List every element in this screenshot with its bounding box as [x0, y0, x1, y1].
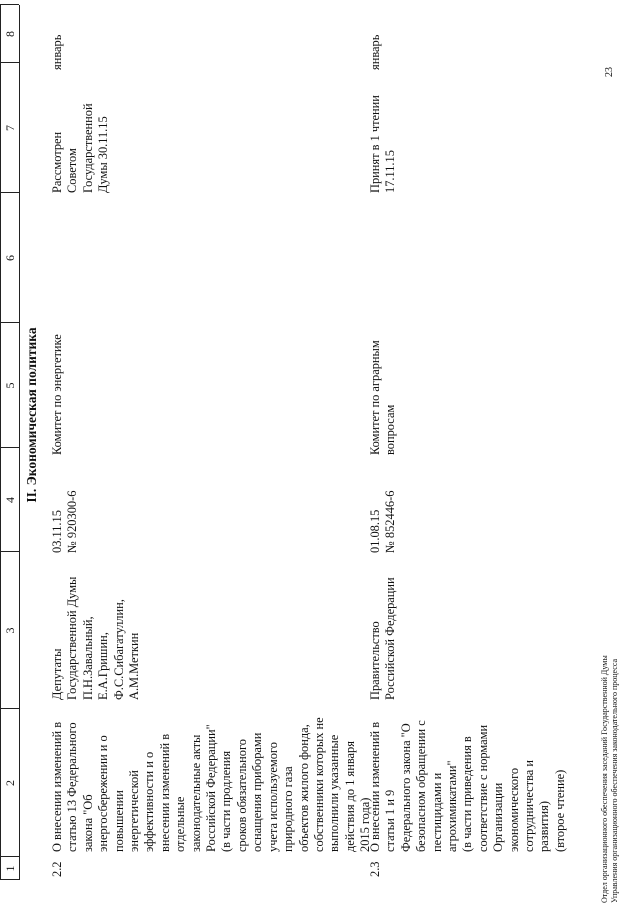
responsible-committee: Комитет по энергетике [50, 334, 64, 455]
bill-status: Принят в 1 чтении 17.11.15 [368, 95, 398, 193]
column-number: 6 [3, 255, 17, 261]
bill-title: О внесении изменений в статью 13 Федерального закона "Об энергосбережении и о повышении энергетической эффективности и о внесении изменений в отдельные законодательные акты Российской Федерации" (в части продления сроков обязательного оснащения приборами учета используемого природного газа объектов жилого фонда, собственники которых не выполнили указанные действия до 1 января 2015 года) [50, 717, 373, 852]
column-number: 5 [3, 382, 17, 389]
column-number: 8 [3, 31, 17, 37]
row-number: 2.2 [50, 861, 64, 877]
footer-line-1: Отдел организационного обеспечения заседаний Государственной Думы [600, 655, 609, 903]
column-number: 3 [3, 627, 17, 634]
footer-line-2: Управления организационного обеспечения законодательного процесса [610, 658, 619, 903]
bill-author: Правительство Российской Федерации [368, 577, 398, 700]
page-number: 23 [604, 67, 615, 77]
section-title: II. Экономическая политика [24, 327, 39, 503]
footer-department [600, 655, 620, 903]
bill-date-number: 03.11.15 № 920300-6 [50, 490, 80, 553]
bill-author: Депутаты Государственной Думы П.Н.Завальный, Е.А.Гришин, Ф.С.Сибагатуллин, А.М.Меткин [50, 576, 142, 700]
row-number: 2.3 [368, 861, 382, 877]
column-number: 2 [3, 780, 17, 786]
planned-month: январь [368, 34, 382, 70]
responsible-committee: Комитет по аграрным вопросам [368, 340, 398, 455]
header-row-border [19, 5, 20, 880]
planned-month: январь [50, 34, 64, 70]
column-number: 4 [3, 497, 17, 503]
bill-date-number: 01.08.15 № 852446-6 [368, 490, 398, 553]
column-number: 1 [3, 865, 17, 872]
column-number: 7 [3, 125, 17, 131]
bill-title: О внесении изменений в статьи 1 и 9 Федерального закона "О безопасном обращении с пестицидами и агрохимикатами" (в части приведения в соответствие с нормами Организации экономического сотрудничества и развития) (второе чтение) [368, 720, 567, 852]
bill-status: Рассмотрен Советом Государственной Думы 30.11.15 [50, 103, 111, 193]
